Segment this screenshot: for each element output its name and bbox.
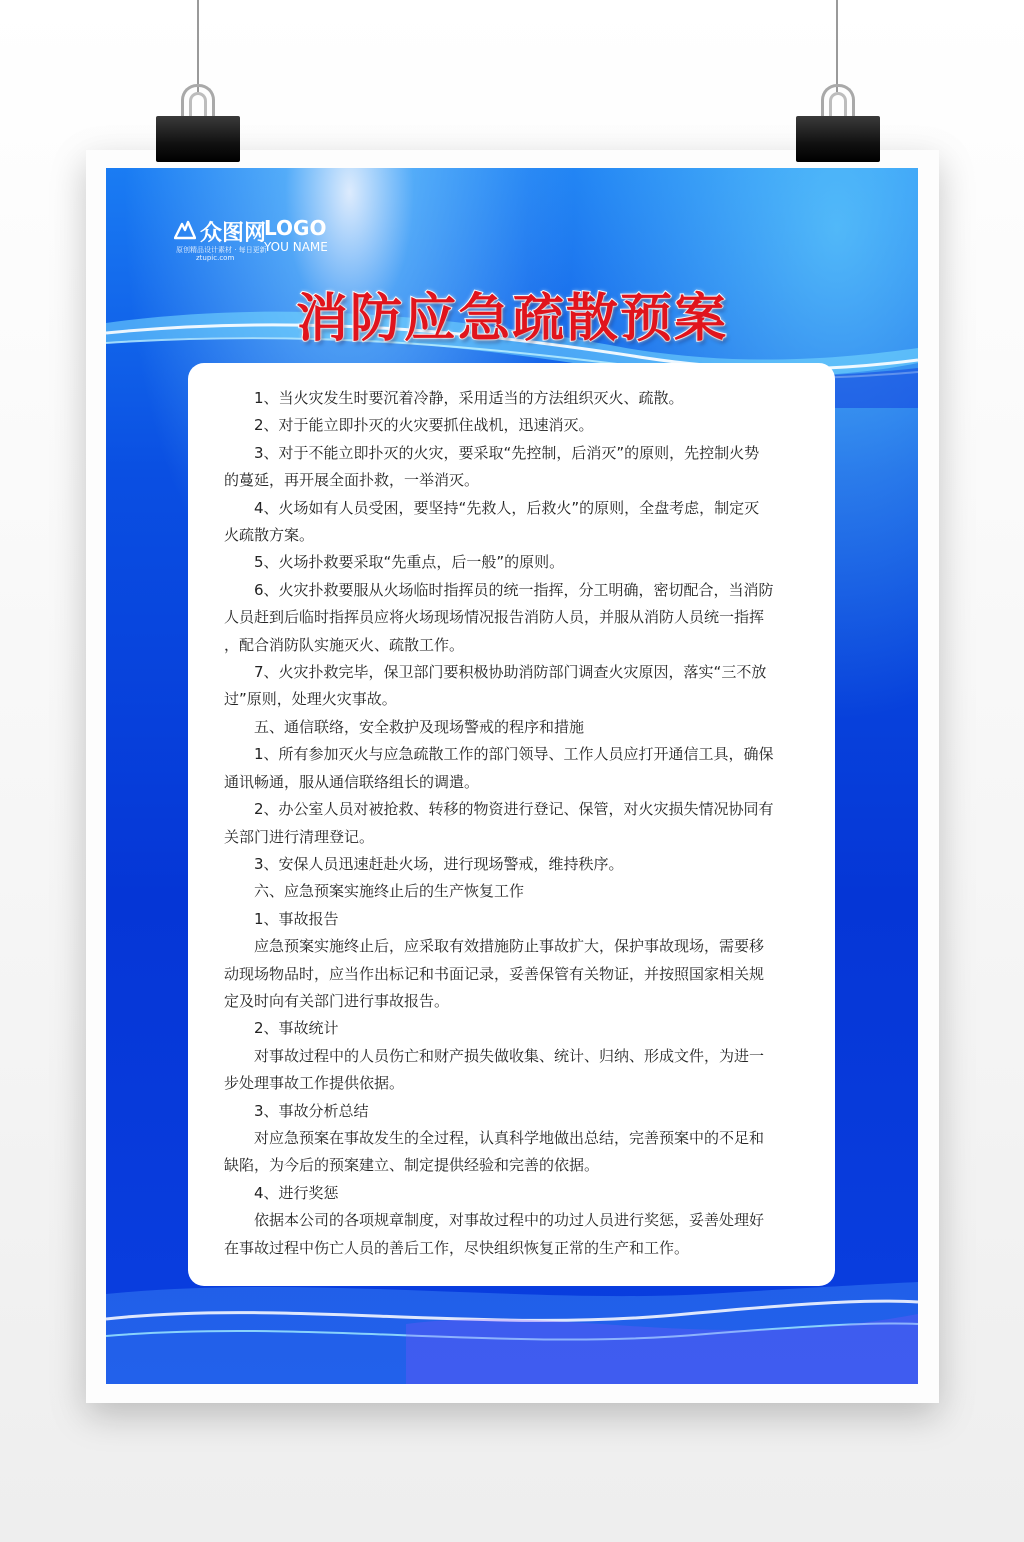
content-line: 2、办公室人员对被抢救、转移的物资进行登记、保管，对火灾损失情况协同有 [254, 800, 774, 819]
logo-tagline: 原创精品设计素材 · 每日更新 [176, 246, 267, 254]
content-lines [224, 385, 799, 1262]
logo-name: YOU NAME [264, 240, 328, 254]
section-heading: 六、应急预案实施终止后的生产恢复工作 [254, 882, 525, 901]
hanging-wire-left [197, 0, 199, 92]
subsection-heading: 4、进行奖惩 [254, 1183, 339, 1202]
content-line: 3、安保人员迅速赶赴火场，进行现场警戒，维持秩序。 [254, 854, 624, 873]
subsection-heading: 2、事故统计 [254, 1019, 339, 1038]
content-line: 1、当火灾发生时要沉着冷静，采用适当的方法组织灭火、疏散。 [254, 389, 684, 407]
poster-artwork [106, 168, 918, 1384]
poster-title: 消防应急疏散预案 [295, 289, 728, 349]
content-line: 在事故过程中伤亡人员的善后工作，尽快组织恢复正常的生产和工作。 [224, 1238, 690, 1257]
section-heading: 五、通信联络，安全救护及现场警戒的程序和措施 [254, 717, 585, 736]
content-line: 动现场物品时，应当作出标记和书面记录，妥善保管有关物证，并按照国家相关规 [224, 964, 765, 983]
content-line: 通讯畅通，服从通信联络组长的调遣。 [224, 772, 480, 791]
content-line: 对应急预案在事故发生的全过程，认真科学地做出总结，完善预案中的不足和 [254, 1128, 765, 1147]
content-line: 7、火灾扑救完毕，保卫部门要积极协助消防部门调查火灾原因，落实“三不放 [254, 663, 767, 682]
content-line: 缺陷，为今后的预案建立、制定提供经验和完善的依据。 [224, 1156, 600, 1175]
content-line: 的蔓延，再开展全面扑救，一举消灭。 [224, 471, 480, 490]
content-line: 关部门进行清理登记。 [224, 827, 375, 846]
logo-brand-text: 众图网 [200, 221, 267, 246]
logo-url: ztupic.com [196, 254, 235, 262]
content-line: 2、对于能立即扑灭的火灾要抓住战机，迅速消灭。 [254, 416, 594, 435]
content-line: 步处理事故工作提供依据。 [224, 1074, 405, 1093]
content-line: 人员赶到后临时指挥员应将火场现场情况报告消防人员，并服从消防人员统一指挥 [224, 608, 765, 627]
hanging-wire-right [836, 0, 838, 92]
content-line: 6、火灾扑救要服从火场临时指挥员的统一指挥，分工明确，密切配合，当消防 [254, 580, 774, 599]
subsection-heading: 1、事故报告 [254, 909, 339, 928]
content-line: ，配合消防队实施灭火、疏散工作。 [224, 635, 465, 654]
content-panel [188, 363, 835, 1286]
binder-clip-left-icon [156, 84, 240, 164]
content-line: 火疏散方案。 [224, 526, 315, 545]
logo-word: LOGO [264, 216, 327, 240]
content-line: 5、火场扑救要采取“先重点，后一般”的原则。 [254, 553, 565, 572]
content-line: 定及时向有关部门进行事故报告。 [224, 991, 450, 1010]
content-line: 3、对于不能立即扑灭的火灾，要采取“先控制，后消灭”的原则，先控制火势 [254, 443, 760, 462]
subsection-heading: 3、事故分析总结 [254, 1101, 369, 1120]
content-line: 1、所有参加灭火与应急疏散工作的部门领导、工作人员应打开通信工具，确保 [254, 745, 774, 764]
content-line: 过”原则，处理火灾事故。 [224, 690, 397, 709]
content-line: 4、火场如有人员受困，要坚持“先救人，后救火”的原则，全盘考虑，制定灭 [254, 498, 760, 517]
content-line: 依据本公司的各项规章制度，对事故过程中的功过人员进行奖惩，妥善处理好 [254, 1211, 765, 1230]
content-line: 应急预案实施终止后，应采取有效措施防止事故扩大，保护事故现场，需要移 [254, 937, 765, 956]
binder-clip-right-icon [796, 84, 880, 164]
logo-mountain-icon [174, 218, 196, 240]
content-line: 对事故过程中的人员伤亡和财产损失做收集、统计、归纳、形成文件，为进一 [254, 1046, 765, 1065]
